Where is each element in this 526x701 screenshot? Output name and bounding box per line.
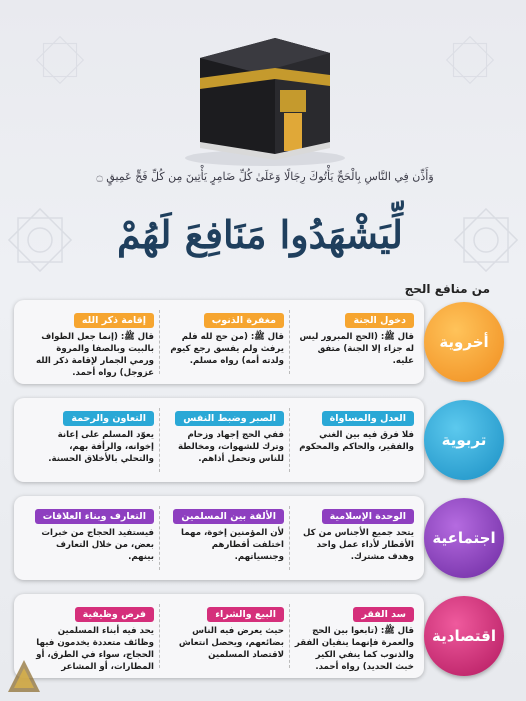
divider xyxy=(159,408,160,472)
benefit-item xyxy=(34,504,154,574)
benefit-text: لأن المؤمنين إخوة، مهما اختلفت أقطارهم وجنسياتهم. xyxy=(181,528,284,562)
category-badge: اجتماعية xyxy=(424,498,504,578)
divider xyxy=(159,604,160,668)
benefit-item xyxy=(34,602,154,672)
benefit-title: الوحدة الإسلامية xyxy=(322,509,414,524)
benefit-title: إقامة ذكر الله xyxy=(74,313,154,328)
benefit-row-iqtisadiya xyxy=(14,594,512,678)
divider xyxy=(159,310,160,374)
benefit-title: الصبر وضبط النفس xyxy=(175,411,284,426)
benefit-text: قال ﷺ: (إنما جعل الطواف بالبيت وبالصفا والمروة ورمي الجمار لإقامة ذكر الله عزوجل) رواه أحمد. xyxy=(35,332,154,378)
benefit-item xyxy=(294,308,414,378)
benefit-item xyxy=(294,406,414,476)
benefit-row-tarbawiya xyxy=(14,398,512,482)
benefit-item xyxy=(294,504,414,574)
category-badge: أخروية xyxy=(424,302,504,382)
category-badge: تربوية xyxy=(424,400,504,480)
category-badge: اقتصادية xyxy=(424,596,504,676)
benefit-item xyxy=(164,308,284,378)
benefit-item xyxy=(34,308,154,378)
kaaba-illustration xyxy=(180,18,350,168)
page-title: لِّيَشْهَدُوا مَنَافِعَ لَهُمْ xyxy=(117,212,403,257)
star-pattern-right-icon xyxy=(446,200,526,280)
benefit-title: العدل والمساواة xyxy=(322,411,414,426)
divider xyxy=(289,408,290,472)
star-pattern-left-icon xyxy=(0,200,80,280)
benefit-item xyxy=(164,504,284,574)
benefit-title: سد الفقر xyxy=(353,607,414,622)
benefit-title: مغفرة الذنوب xyxy=(204,313,284,328)
benefit-text: فلا فرق فيه بين الغني والفقير، والحاكم والمحكوم xyxy=(299,430,414,452)
benefit-text: حيث يعرض فيه الناس بضائعهم، ويحصل انتعاش لاقتصاد المسلمين xyxy=(178,626,284,660)
benefit-title: دخول الجنة xyxy=(345,313,414,328)
benefit-title: البيع والشراء xyxy=(207,607,284,622)
benefit-text: يعوّد المسلم على إعانة إخوانه، والرأفة بهم، والتحلي بالأخلاق الحسنة. xyxy=(48,430,154,464)
benefit-item xyxy=(34,406,154,476)
benefit-row-ukhrawiya xyxy=(14,300,512,384)
subtitle: من منافع الحج xyxy=(404,282,490,296)
divider xyxy=(289,310,290,374)
benefit-title: فرص وظيفية xyxy=(75,607,154,622)
benefit-text: يتحد جميع الأجناس من كل الأقطار لأداء عمل واحد وهدف مشترك. xyxy=(302,528,414,562)
forum-logo-icon xyxy=(4,656,44,696)
benefit-row-ijtimaiya xyxy=(14,496,512,580)
benefit-text: قال ﷺ: (من حج لله فلم يرفث ولم يفسق رجع كيوم ولدته أمه) رواه مسلم. xyxy=(170,332,284,366)
benefit-text: قال ﷺ: (الحج المبرور ليس له جزاء إلا الجنة) متفق عليه. xyxy=(299,332,414,366)
divider xyxy=(289,604,290,668)
benefit-title: التعارف وبناء العلاقات xyxy=(35,509,154,524)
benefit-item xyxy=(164,406,284,476)
divider xyxy=(159,506,160,570)
benefit-title: الألفة بين المسلمين xyxy=(173,509,284,524)
benefit-text: فيستفيد الحجاج من خبرات بعض، من خلال التعارف بينهم. xyxy=(41,528,154,562)
benefit-item xyxy=(164,602,284,672)
benefit-item xyxy=(294,602,414,672)
star-pattern-top-right-icon xyxy=(440,30,500,90)
benefit-text: قال ﷺ: (تابعوا بين الحج والعمرة فإنهما ينفيان الفقر والذنوب كما ينفي الكير خبث الحديد) رواه أحمد. xyxy=(294,626,414,672)
quran-verse: وَأَذِّن فِي النَّاسِ بِالْحَجِّ يَأْتُوكَ رِجَالًا وَعَلَىٰ كُلِّ ضَامِرٍ يَأْتِينَ مِن كُلِّ فَجٍّ عَمِيقٍ ۝ xyxy=(96,170,434,183)
benefit-title: التعاون والرحمة xyxy=(63,411,154,426)
star-pattern-top-left-icon xyxy=(30,30,90,90)
benefit-text: ففي الحج إجهاد وزحام وترك للشهوات، ومخالطة للناس وتحمل أذاهم. xyxy=(177,430,284,464)
benefit-text: يحد فيه أبناء المسلمين وظائف متعددة يخدمون فيها الحجاج، سواء في الطرق، أو المطارات، أو المشاعر xyxy=(36,626,154,672)
divider xyxy=(289,506,290,570)
